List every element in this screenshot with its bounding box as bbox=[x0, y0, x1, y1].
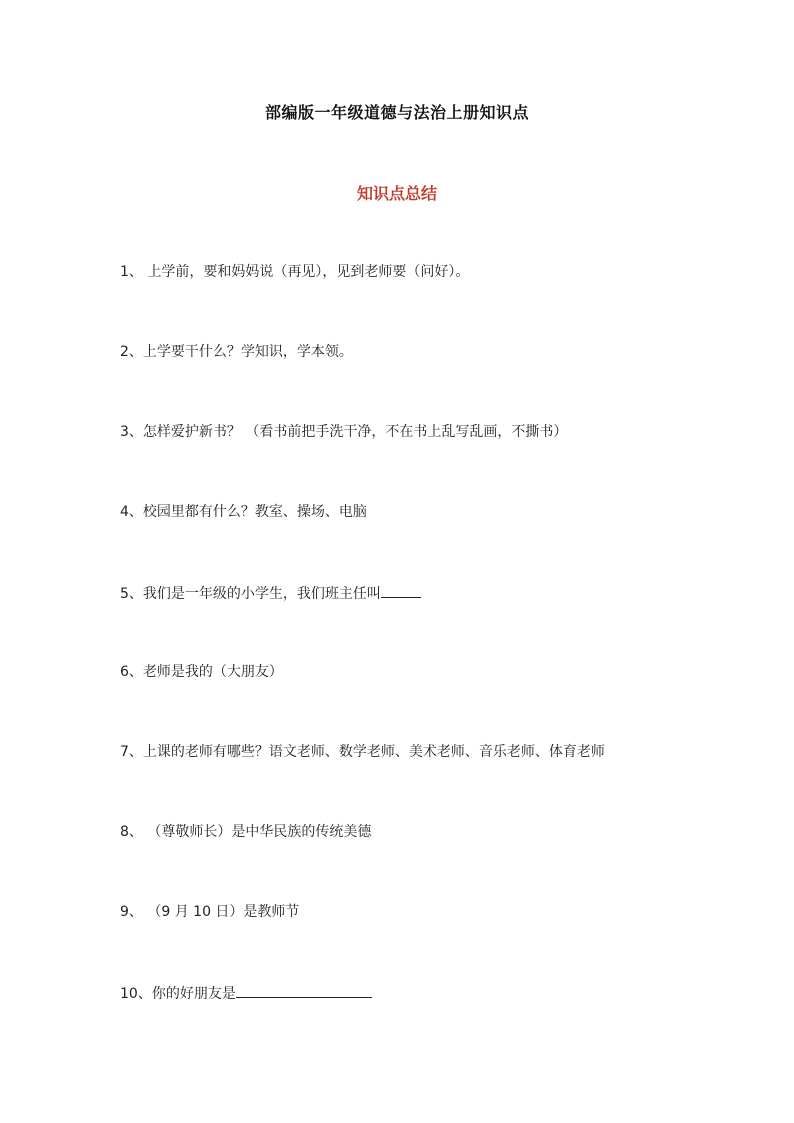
item-text: 6、老师是我的（大朋友） bbox=[120, 664, 283, 680]
item-text: 3、怎样爱护新书？ （看书前把手洗干净，不在书上乱写乱画，不撕书） bbox=[120, 424, 568, 440]
list-item bbox=[120, 262, 720, 342]
item-text: 1、 上学前，要和妈妈说（再见），见到老师要（问好）。 bbox=[120, 264, 470, 280]
item-text: 7、上课的老师有哪些？语文老师、数学老师、美术老师、音乐老师、体育老师 bbox=[120, 744, 605, 760]
fill-in-blank bbox=[381, 582, 421, 598]
knowledge-point-list bbox=[120, 262, 720, 1062]
item-text: 9、 （9 月 10 日）是教师节 bbox=[120, 904, 300, 920]
list-item bbox=[120, 822, 720, 902]
fill-in-blank bbox=[236, 982, 372, 998]
document-title: 部编版一年级道德与法治上册知识点 bbox=[264, 103, 529, 122]
item-text: 8、 （尊敬师长）是中华民族的传统美德 bbox=[120, 824, 372, 840]
list-item bbox=[120, 342, 720, 422]
list-item bbox=[120, 582, 720, 662]
item-text: 2、上学要干什么？学知识，学本领。 bbox=[120, 344, 353, 360]
item-text: 5、我们是一年级的小学生，我们班主任叫 bbox=[120, 586, 381, 602]
list-item bbox=[120, 422, 720, 502]
list-item bbox=[120, 982, 720, 1062]
list-item bbox=[120, 742, 720, 822]
item-text: 4、校园里都有什么？教室、操场、电脑 bbox=[120, 504, 367, 520]
item-text: 10、你的好朋友是 bbox=[120, 986, 236, 1002]
section-title: 知识点总结 bbox=[356, 184, 437, 203]
list-item bbox=[120, 902, 720, 982]
list-item bbox=[120, 502, 720, 582]
list-item bbox=[120, 662, 720, 742]
